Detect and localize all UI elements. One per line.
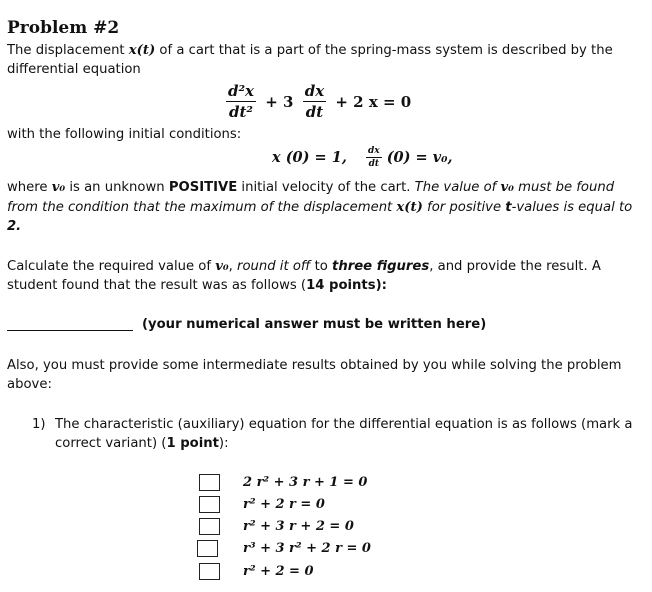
option-5: r² + 2 = 0 [243,564,314,579]
dx-dt-fraction [303,82,326,121]
where-d: The value of [414,180,501,195]
where-line-3: 2. [7,219,22,234]
also-line-2: above: [7,377,52,392]
three-figures-text: three figures [332,259,430,274]
answer-hint: (your numerical answer must be written here) [142,317,487,332]
question-1-number: 1) [32,417,46,432]
where-b: is an unknown [65,180,169,195]
option-checkbox-2[interactable] [199,496,220,513]
eq-plus-3: + 3 [265,92,294,111]
conditions-label: with the following initial conditions: [7,127,242,142]
where-line-1 [7,180,614,195]
x-of-t-2: x(t) [396,200,423,215]
where-e: must be found [513,180,615,195]
line2-a: from the condition that the maximum of the displacement [7,200,397,215]
option-checkbox-3[interactable] [199,518,220,535]
task-c: to [310,259,333,274]
also-line-1: Also, you must provide some intermediate results obtained by you while solving the problem [7,358,622,373]
where-c: initial velocity of the cart. [237,180,415,195]
dxdt-small-fraction [366,146,382,169]
frac-den-1: dt² [229,103,253,121]
where-a: where [7,180,52,195]
option-4: r³ + 3 r² + 2 r = 0 [243,541,371,556]
v0-symbol-3: v₀ [215,259,229,274]
option-checkbox-5[interactable] [199,563,220,580]
problem-title: Problem #2 [7,18,120,38]
option-3: r² + 3 r + 2 = 0 [243,519,354,534]
condition-v0: (0) = v₀, [386,149,453,166]
where-line-2 [7,200,632,215]
line2-c: -values is equal to [511,200,633,215]
option-2: r² + 2 r = 0 [243,497,325,512]
intro-line-1 [7,43,613,58]
q1-points: 1 point [166,436,219,451]
t-symbol: t [505,200,512,215]
answer-blank-line[interactable] [7,330,133,331]
line2-b: for positive [422,200,506,215]
intro-line-2: differential equation [7,62,141,77]
condition-x0: x (0) = 1, [272,149,347,166]
frac-num-1: d²x [228,82,255,100]
option-checkbox-4[interactable] [197,540,218,557]
intro-text-a: The displacement [7,43,129,58]
positive-emphasis: POSITIVE [168,180,238,195]
d2x-dt2-fraction [226,82,256,121]
x-of-t: x(t) [128,43,156,58]
task-line-2 [7,278,387,293]
task-d: , and provide the result. A [429,259,601,274]
v0-symbol-2: v₀ [500,180,514,195]
frac-den-2: dt [305,103,324,121]
task-a: Calculate the required value of [7,259,216,274]
frac-num-2: dx [304,82,325,100]
question-1-line-1: The characteristic (auxiliary) equation for the differential equation is as follows (mark a [55,417,633,432]
small-frac-den: dt [368,159,380,169]
task-line2-a: student found that the result was as follows ( [7,278,307,293]
intro-text-b: of a cart that is a part of the spring-mass system is described by the [155,43,613,58]
task-line-1 [7,259,601,274]
question-1-line-2 [55,436,229,451]
q1-line2-a: correct variant) ( [55,436,167,451]
differential-equation [226,82,411,121]
q1-line2-b: ): [218,436,229,451]
option-1: 2 r² + 3 r + 1 = 0 [243,475,368,490]
initial-conditions [272,146,453,169]
eq-rest: + 2 x = 0 [335,92,412,111]
v0-symbol: v₀ [51,180,66,195]
round-off-text: round it off [237,259,311,274]
option-checkbox-1[interactable] [199,474,220,491]
task-points: 14 points): [306,278,387,293]
small-frac-num: dx [367,146,380,156]
task-b: , [228,259,238,274]
